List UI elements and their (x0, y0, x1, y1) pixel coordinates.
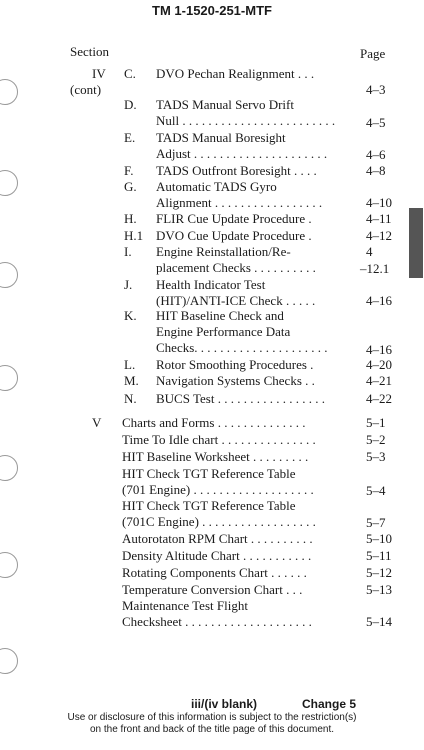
entry-title: HIT Check TGT Reference Table (122, 498, 296, 513)
entry-title: HIT Check TGT Reference Table (122, 466, 296, 481)
entry-title: Rotating Components Chart . . . . . . (122, 565, 307, 580)
entry-title: DVO Cue Update Procedure . (156, 228, 312, 243)
binder-hole (0, 552, 18, 578)
page-reference: 4–21 (366, 373, 392, 388)
entry-letter: K. (124, 308, 137, 323)
entry-letter: E. (124, 130, 136, 145)
entry-title: Temperature Conversion Chart . . . (122, 582, 303, 597)
entry-title: Autorotaton RPM Chart . . . . . . . . . . (122, 531, 313, 546)
restriction-notice-line-1: Use or disclosure of this information is subject to the restriction(s) (67, 712, 357, 723)
page-reference: 4–12 (366, 228, 392, 243)
page-reference: 4–11 (366, 211, 392, 226)
entry-title: (701 Engine) . . . . . . . . . . . . . . . . . . . (122, 482, 314, 497)
entry-title: Rotor Smoothing Procedures . (156, 357, 314, 372)
entry-title: Automatic TADS Gyro (156, 179, 277, 194)
entry-title: DVO Pechan Realignment . . . (156, 66, 315, 81)
section-edge-tab (409, 208, 423, 278)
page-reference: 4–5 (366, 115, 386, 130)
binder-hole (0, 365, 18, 391)
page-reference: 4–8 (366, 163, 386, 178)
binder-hole (0, 262, 18, 288)
page-reference: 5–11 (366, 548, 392, 563)
page-reference: 4–6 (366, 147, 386, 162)
entry-letter: F. (124, 163, 134, 178)
page-reference-continued: –12.1 (360, 261, 390, 276)
page-number: iii/(iv blank) (191, 697, 258, 711)
binder-hole (0, 648, 18, 674)
entry-title: Navigation Systems Checks . . (156, 373, 315, 388)
page-reference: 5–7 (366, 515, 386, 530)
entry-title: Maintenance Test Flight (122, 598, 248, 613)
entry-letter: N. (124, 391, 137, 406)
entry-title: Alignment . . . . . . . . . . . . . . . . . (156, 195, 323, 210)
entry-letter: I. (124, 244, 132, 259)
page-reference: 4–3 (366, 82, 386, 97)
binder-hole (0, 79, 18, 105)
entry-title: (701C Engine) . . . . . . . . . . . . . . . . . . (122, 514, 316, 529)
entry-letter: M. (124, 373, 139, 388)
page-reference: 5–2 (366, 432, 386, 447)
entry-title: Checksheet . . . . . . . . . . . . . . . . . . . . (122, 614, 312, 629)
entry-title: TADS Manual Servo Drift (156, 97, 294, 112)
page-reference: 5–3 (366, 449, 386, 464)
entry-title: TADS Outfront Boresight . . . . (156, 163, 317, 178)
entry-letter: H.1 (124, 228, 144, 243)
page-reference: 4–20 (366, 357, 392, 372)
binder-hole (0, 170, 18, 196)
entry-letter: G. (124, 179, 137, 194)
entry-letter: L. (124, 357, 136, 372)
section-column-header: Section (70, 44, 109, 59)
page-reference: 5–10 (366, 531, 392, 546)
section-number: IV (92, 66, 106, 81)
binder-hole (0, 455, 18, 481)
entry-title: Health Indicator Test (156, 277, 266, 292)
entry-title: BUCS Test . . . . . . . . . . . . . . . . . (156, 391, 325, 406)
entry-title: Density Altitude Chart . . . . . . . . . . . (122, 548, 312, 563)
entry-title: Adjust . . . . . . . . . . . . . . . . . . . . . (156, 146, 328, 161)
page-column-header: Page (360, 46, 386, 61)
page-reference: 5–13 (366, 582, 392, 597)
page-reference: 5–14 (366, 614, 392, 629)
entry-letter: D. (124, 97, 137, 112)
section-number: V (92, 415, 102, 430)
page-reference: 4 (366, 244, 373, 259)
entry-title: Checks. . . . . . . . . . . . . . . . . . . . . (156, 340, 328, 355)
entry-letter: H. (124, 211, 137, 226)
page-reference: 5–1 (366, 415, 386, 430)
entry-title: TADS Manual Boresight (156, 130, 286, 145)
page-reference: 5–4 (366, 483, 386, 498)
page-reference: 4–22 (366, 391, 392, 406)
section-number: (cont) (70, 82, 102, 97)
entry-title: (HIT)/ANTI-ICE Check . . . . . (156, 293, 316, 308)
entry-letter: C. (124, 66, 136, 81)
entry-title: FLIR Cue Update Procedure . (156, 211, 312, 226)
entry-title: HIT Baseline Worksheet . . . . . . . . . (122, 449, 309, 464)
entry-title: Engine Reinstallation/Re- (156, 244, 291, 259)
page-reference: 4–16 (366, 342, 392, 357)
entry-title: HIT Baseline Check and (156, 308, 284, 323)
page-reference: 4–10 (366, 195, 392, 210)
entry-title: Engine Performance Data (156, 324, 291, 339)
page-reference: 4–16 (366, 293, 392, 308)
change-number: Change 5 (302, 697, 357, 711)
entry-title: Time To Idle chart . . . . . . . . . . . . . . . (122, 432, 316, 447)
restriction-notice-line-2: on the front and back of the title page of this document. (89, 724, 335, 735)
page-reference: 5–12 (366, 565, 392, 580)
entry-letter: J. (124, 277, 133, 292)
entry-title: Null . . . . . . . . . . . . . . . . . . . . . . . . (156, 113, 336, 128)
entry-title: placement Checks . . . . . . . . . . (156, 260, 316, 275)
document-title: TM 1-1520-251-MTF (152, 3, 272, 18)
entry-title: Charts and Forms . . . . . . . . . . . . . . (122, 415, 306, 430)
